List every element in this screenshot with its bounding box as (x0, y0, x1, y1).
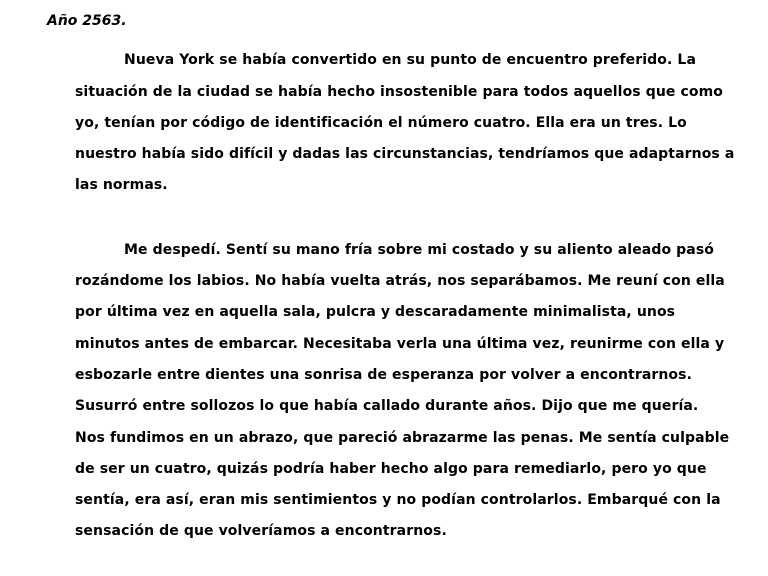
paragraph-line: las normas. (75, 177, 168, 193)
paragraph-line: Nueva York se había convertido en su punto de encuentro preferido. La (124, 52, 696, 68)
paragraph-line: rozándome los labios. No había vuelta atrás, nos separábamos. Me reuní con ella (75, 273, 725, 289)
paragraph-line: sensación de que volveríamos a encontrarnos. (75, 523, 447, 539)
paragraph-line: Susurró entre sollozos lo que había callado durante años. Dijo que me quería. (75, 398, 699, 414)
paragraph-line: nuestro había sido difícil y dadas las circunstancias, tendríamos que adaptarnos a (75, 146, 735, 162)
paragraph-line: Me despedí. Sentí su mano fría sobre mi costado y su aliento aleado pasó (124, 242, 714, 258)
paragraph-line: de ser un cuatro, quizás podría haber hecho algo para remediarlo, pero yo que (75, 461, 707, 477)
paragraph-line: Nos fundimos en un abrazo, que pareció abrazarme las penas. Me sentía culpable (75, 430, 730, 446)
paragraph-line: minutos antes de embarcar. Necesitaba verla una última vez, reunirme con ella y (75, 336, 725, 352)
paragraph-line: esbozarle entre dientes una sonrisa de esperanza por volver a encontrarnos. (75, 367, 693, 383)
paragraph-line: situación de la ciudad se había hecho insostenible para todos aquellos que como (75, 84, 723, 100)
paragraph-line: sentía, era así, eran mis sentimientos y no podían controlarlos. Embarqué con la (75, 492, 721, 508)
document-heading: Año 2563. (47, 13, 127, 29)
paragraph-line: yo, tenían por código de identificación el número cuatro. Ella era un tres. Lo (75, 115, 687, 131)
paragraph-line: por última vez en aquella sala, pulcra y descaradamente minimalista, unos (75, 304, 676, 320)
